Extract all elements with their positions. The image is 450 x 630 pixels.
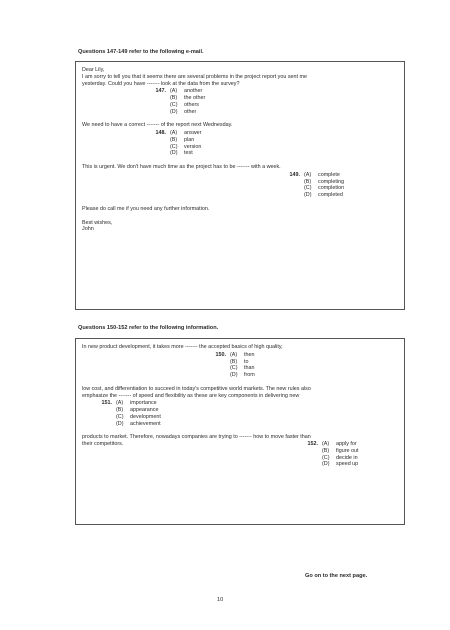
question-148-options: [154, 130, 398, 157]
question-151-number: 151.: [101, 400, 112, 407]
info-paragraph-3-line-2: their competitors.: [82, 441, 124, 447]
question-150-number: 150.: [215, 351, 226, 358]
page-number: 10: [217, 597, 224, 603]
email-greeting: Dear Lily,: [82, 67, 105, 73]
question-152-option-a[interactable]: 152. (A) apply for: [307, 441, 357, 447]
question-148-option-d[interactable]: (D) test: [170, 150, 193, 157]
question-150-option-a[interactable]: 150. (A) then: [215, 351, 255, 358]
info-paragraph-2-line-1: low cost, and differentiation to succeed in today's competitive world markets. The new rules also: [82, 385, 311, 392]
question-150-option-b[interactable]: (B) to: [230, 358, 249, 365]
question-147-options: [154, 88, 398, 115]
question-147-option-b[interactable]: (B) the other: [170, 95, 206, 101]
question-149-option-a[interactable]: 149. (A) complete: [289, 171, 340, 178]
question-149-option-b[interactable]: (B) completing: [304, 178, 345, 185]
question-148-option-b[interactable]: (B) plan: [170, 136, 195, 143]
info-paragraph-1-line-1: In new product development, it takes more ------- the accepted basics of high quality,: [82, 344, 283, 350]
section-heading-147-149: Questions 147-149 refer to the following e-mail.: [78, 49, 204, 55]
question-148-number: 148.: [155, 130, 166, 136]
question-152-option-d[interactable]: (D) speed up: [322, 461, 359, 468]
question-150-option-d[interactable]: (D) from: [230, 372, 255, 378]
email-paragraph-1-line-1: I am sorry to tell you that it seems there are several problems in the project report you sent me: [82, 73, 308, 80]
email-paragraph-2-line-1: We need to have a correct ------- of the report next Wednesday.: [82, 122, 233, 129]
question-147-number: 147.: [155, 88, 166, 95]
question-148-option-a[interactable]: 148. (A) answer: [155, 130, 202, 136]
email-paragraph-4-line-1: Please do call me if you need any further information.: [82, 205, 210, 212]
question-152-options: [306, 441, 358, 468]
email-paragraph-1-line-2: yesterday. Could you have ------- look at the data from the survey?: [82, 80, 240, 87]
question-151-options: [100, 400, 398, 427]
question-151-option-a[interactable]: 151. (A) importance: [101, 400, 157, 407]
question-148-option-c[interactable]: (C) version: [170, 143, 202, 150]
question-149-options: [288, 172, 398, 199]
question-149-option-c[interactable]: (C) completion: [304, 185, 345, 192]
question-152-option-c[interactable]: (C) decide in: [322, 454, 358, 461]
question-152-option-b[interactable]: (B) figure out: [322, 447, 359, 454]
email-closing: Best wishes,: [82, 219, 113, 226]
information-passage-box: [75, 338, 405, 525]
question-151-option-c[interactable]: (C) development: [116, 413, 161, 420]
question-149-number: 149.: [289, 171, 300, 178]
question-150-options: [214, 352, 398, 379]
email-signature: John: [82, 226, 94, 233]
info-paragraph-3-line-1: products to market. Therefore, nowadays companies are trying to ------- how to move faster than: [82, 434, 311, 441]
question-151-option-d[interactable]: (D) achievement: [116, 420, 161, 427]
info-paragraph-2-line-2: emphasize the ------- of speed and flexibility as these are key components in delivering new: [82, 392, 300, 399]
email-paragraph-3-line-1: This is urgent. We don't have much time as the project has to be ------- with a week.: [82, 164, 281, 170]
question-151-option-b[interactable]: (B) appearance: [116, 407, 159, 413]
section-heading-150-152: Questions 150-152 refer to the following information.: [78, 325, 219, 331]
question-150-option-c[interactable]: (C) than: [230, 365, 255, 372]
question-149-option-d[interactable]: (D) completed: [304, 192, 343, 198]
info-paragraph-3-row: [82, 441, 398, 468]
question-147-option-d[interactable]: (D) other: [170, 108, 197, 115]
email-passage-box: [75, 61, 405, 310]
question-147-option-a[interactable]: 147. (A) another: [155, 88, 203, 95]
question-147-option-c[interactable]: (C) others: [170, 101, 199, 108]
question-152-number: 152.: [307, 441, 318, 447]
go-to-next-page-notice: Go on to the next page.: [305, 573, 368, 579]
